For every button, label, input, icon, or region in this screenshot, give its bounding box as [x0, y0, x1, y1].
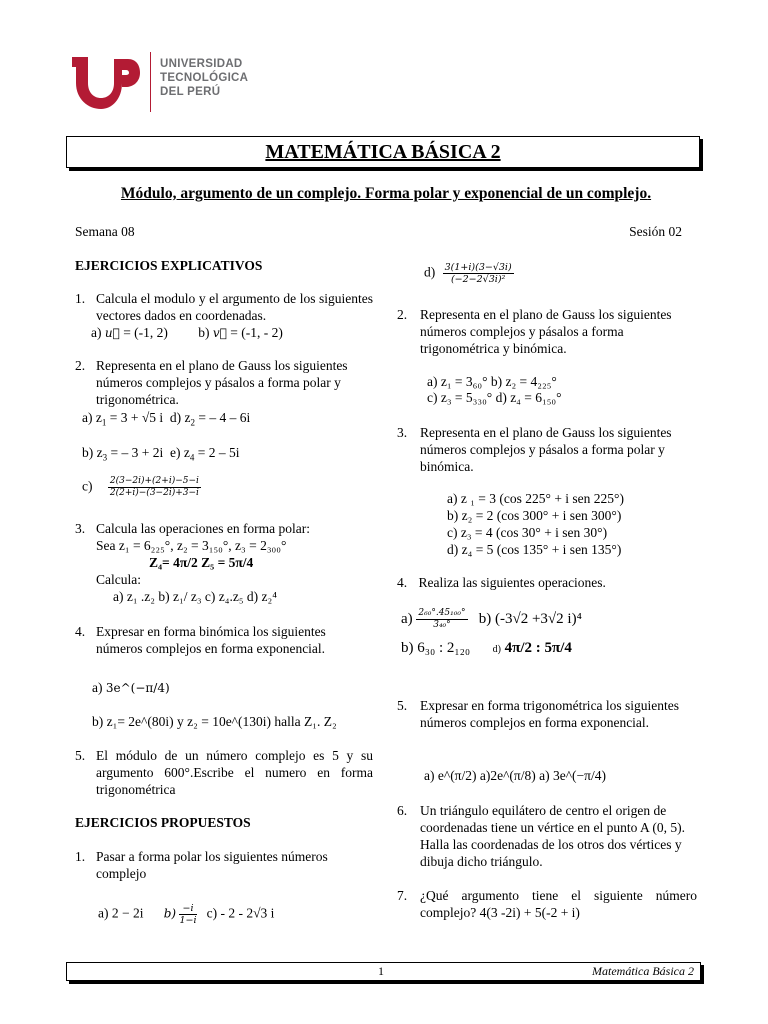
exercise-2 — [75, 357, 373, 408]
fraction-denominator: (−2−2√3i)² — [450, 274, 506, 285]
right-exercise-2 — [397, 306, 697, 357]
fraction-numerator: 2(3−2i)+(2+i)−5−i — [109, 476, 199, 486]
exercise-text: Representa en el plano de Gauss los siguientes números complejos y pásalos a forma polar y trigonométrica. — [96, 358, 348, 407]
proposed-1-items — [98, 903, 274, 926]
exercise-text: El módulo de un número complejo es 5 y su argumento 600°.Escribe el numero en forma trigonométrica — [96, 748, 373, 797]
exercise-3-calc: Calcula: — [96, 572, 141, 587]
right-exercise-4 — [397, 575, 606, 591]
exercise-text: Calcula las operaciones en forma polar: — [96, 521, 311, 536]
item-b-value: = – 3 + 2i — [107, 445, 164, 460]
exercise-number: 2. — [397, 307, 408, 322]
item-b-label: b) z — [82, 445, 103, 460]
item-c: c) z₃ = 4 (cos 30° + i sen 30°) — [447, 525, 608, 540]
exercise-number: 5. — [75, 748, 86, 763]
item-a-value: 3e^(−π/4) — [105, 681, 170, 695]
exercise-number: 7. — [397, 888, 408, 903]
item-d-label: d) z — [169, 410, 191, 425]
right-exercise-5 — [397, 697, 697, 731]
subtitle-period: . — [647, 185, 652, 202]
exercise-3-ops: a) z₁ .z₂ b) z₁/ z₃ c) z₄.z₅ d) z₂⁴ — [113, 589, 277, 604]
fraction-denominator: 3₄₀° — [433, 620, 451, 630]
right-exercise-6 — [397, 802, 697, 870]
item-d-label: d) — [424, 264, 436, 280]
right-exercise-5-items: a) e^(π/2) a)2e^(π/8) a) 3e^(−π/4) — [424, 768, 606, 783]
proposed-1 — [75, 848, 373, 882]
exercise-text: ¿Qué argumento tiene el siguiente número complejo? 4(3 -2i) + 5(-2 + i) — [420, 888, 697, 920]
exercise-3 — [75, 520, 373, 605]
item-a-label: a) — [91, 325, 102, 340]
exercise-text: Expresar en forma trigonométrica los siguientes números complejos en forma exponencial. — [420, 698, 680, 730]
fraction-denominator: 1−i — [179, 915, 197, 926]
exercise-2-row1: a) $z_1 = 3 + √5$ i d) $z_2$ = – 4 – 6i — [82, 410, 251, 428]
exercise-text: Expresar en forma binómica los siguientes números complejos en forma exponencial. — [96, 624, 326, 656]
item-b-label: b) — [198, 325, 210, 340]
item-a-value: = (-1, 2) — [123, 325, 168, 340]
item-b: b) (-3√2 +3√2 i)⁴ — [478, 610, 582, 627]
exercise-2-row2: b) $z_3$ = – 3 + 2i e) $z_4 = 2 - 5i$ — [82, 445, 240, 463]
exercise-4-b: b) z₁= 2e^(80i) y z₂ = 10e^(130i) halla Z₁. Z₂ — [92, 714, 337, 729]
week-label: Semana 08 — [75, 224, 135, 239]
right-d — [424, 262, 514, 285]
item-b-label: b) — [163, 906, 177, 921]
item-b2: b) 6₃₀ : 2₁₂₀ — [401, 640, 471, 656]
item-a-label: a) — [92, 680, 103, 695]
item-e-value: = 2 – 5i — [194, 445, 240, 460]
right-exercise-7 — [397, 887, 697, 921]
exercise-number: 3. — [397, 425, 408, 440]
exercise-number: 2. — [75, 358, 86, 373]
exercise-number: 1. — [75, 849, 86, 864]
item-e-label: e) z — [169, 445, 190, 460]
exercise-5 — [75, 747, 373, 798]
university-name — [160, 57, 248, 99]
item-a: a) 2 − 2i — [98, 905, 144, 921]
exercise-1 — [75, 290, 373, 342]
right-exercise-2-items — [427, 374, 562, 406]
item-a: a) z ₁ = 3 (cos 225° + i sen 225°) — [447, 491, 624, 506]
exercise-3-z45: Z₄= 4π/2 Z₅ = 5π/4 — [149, 555, 254, 570]
item-b: b) z₂ = 2 (cos 300° + i sen 300°) — [447, 508, 622, 523]
exercise-number: 4. — [397, 575, 408, 590]
items-row-1: a) z₁ = 3₆₀° b) z₂ = 4₂₂₅° — [427, 374, 557, 389]
exercise-number: 1. — [75, 291, 86, 306]
exercise-3-values: Sea z₁ = 6₂₂₅°, z₂ = 3₁₅₀°, z₃ = 2₃₀₀° — [96, 538, 287, 553]
right-exercise-4-a — [401, 608, 582, 631]
item-c-label: c) — [82, 478, 93, 494]
right-exercise-3-items — [447, 490, 624, 558]
exercise-1-items: a) u⃗ = (-1, 2) b) v⃗ = (-1, - 2) — [91, 325, 283, 340]
items-row-2: c) z₃ = 5₃₃₀° d) z₄ = 6₁₅₀° — [427, 390, 562, 405]
item-a-label: a) z — [82, 410, 102, 425]
exercise-2-row3 — [82, 476, 201, 499]
exercise-number: 3. — [75, 521, 86, 536]
exercise-4 — [75, 623, 373, 657]
exercise-text: Un triángulo equilátero de centro el origen de coordenadas tiene un vértice en el punto A (0, 5). Halla las coordenadas de los otros dos vértices y dibuja dicho triángulo. — [420, 803, 686, 869]
page-title: MATEMÁTICA BÁSICA 2 — [66, 136, 700, 168]
item-c: c) - 2 - 2√3 i — [206, 905, 275, 921]
item-d: d) z₄ = 5 (cos 135° + i sen 135°) — [447, 542, 622, 557]
subtitle — [66, 185, 706, 203]
item-d-label: d) — [492, 644, 501, 655]
right-exercise-3 — [397, 424, 697, 475]
utp-logo-icon — [70, 53, 140, 111]
fraction-numerator: 3(1+i)(3−√3i) — [444, 262, 512, 273]
item-a-label: a) — [401, 610, 413, 627]
exercise-4-a — [92, 680, 170, 696]
exercise-text: Calcula el modulo y el argumento de los siguientes vectores dados en coordenadas. — [96, 291, 373, 323]
exercise-number: 4. — [75, 624, 86, 639]
item-d-value: 4π/2 : 5π/4 — [504, 640, 572, 656]
university-line-1: UNIVERSIDAD — [160, 58, 243, 70]
subtitle-text: Módulo, argumento de un complejo. Forma polar y exponencial de un complejo — [120, 185, 648, 202]
item-d-value: = – 4 – 6i — [195, 410, 251, 425]
university-line-2: TECNOLÓGICA — [160, 72, 249, 84]
exercise-number: 5. — [397, 698, 408, 713]
item-a-value: = 3 + √5 i — [106, 410, 164, 425]
exercise-text: Realiza las siguientes operaciones. — [418, 575, 606, 590]
fraction-numerator: 2₆₀°.45₁₀₀° — [418, 608, 466, 618]
section-heading-explicativos: EJERCICIOS EXPLICATIVOS — [75, 258, 263, 273]
session-label: Sesión 02 — [629, 224, 682, 239]
exercise-number: 6. — [397, 803, 408, 818]
right-exercise-4-b — [401, 640, 572, 657]
fraction-numerator: −i — [179, 903, 196, 915]
fraction-denominator: 2(2+i)−(3−2i)+3−i — [109, 488, 199, 498]
logo-divider — [150, 52, 151, 112]
university-line-3: DEL PERÚ — [160, 86, 221, 98]
exercise-text: Pasar a forma polar los siguientes números complejo — [96, 849, 328, 881]
page-number: 1 — [378, 964, 384, 978]
footer-title: Matemática Básica 2 — [592, 964, 694, 978]
exercise-text: Representa en el plano de Gauss los siguientes números complejos y pásalos a forma trigonométrica y binómica. — [420, 307, 672, 356]
exercise-text: Representa en el plano de Gauss los siguientes números complejos y pásalos a forma polar y binómica. — [420, 425, 672, 474]
section-heading-propuestos: EJERCICIOS PROPUESTOS — [75, 815, 251, 830]
item-b-value: = (-1, - 2) — [230, 325, 283, 340]
